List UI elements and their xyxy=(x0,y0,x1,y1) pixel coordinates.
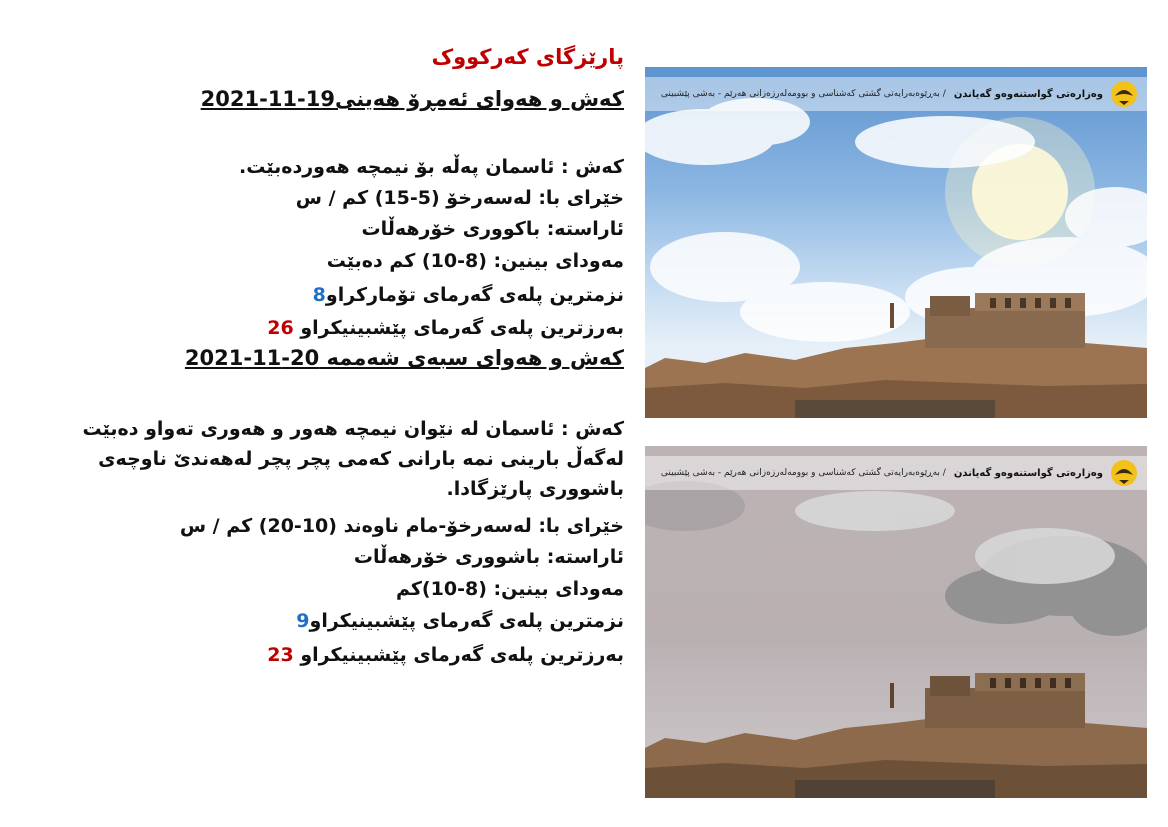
tomorrow-direction: ئاراستە: باشووری خۆرهەڵات xyxy=(353,546,624,568)
kurdistan-emblem-icon xyxy=(1109,79,1139,109)
today-min-label: نزمترین پلەی گەرمای تۆمارکراو xyxy=(325,284,624,306)
ministry-banner-2 xyxy=(645,456,1147,490)
today-max-value: 26 xyxy=(267,317,294,339)
page-title: پارێزگای کەرکووک xyxy=(431,45,624,69)
kurdistan-emblem-icon xyxy=(1109,458,1139,488)
tomorrow-max-label: بەرزترین پلەی گەرمای پێشبینیکراو xyxy=(300,644,624,666)
ministry-banner xyxy=(645,77,1147,111)
today-max-label: بەرزترین پلەی گەرمای پێشبینیکراو xyxy=(300,317,624,339)
kirkuk-citadel-illustration xyxy=(645,288,1147,418)
tomorrow-weather-image xyxy=(645,446,1147,798)
today-weather-image xyxy=(645,67,1147,418)
today-condition: کەش : ئاسمان پەڵە بۆ نیمچە هەوردەبێت. xyxy=(239,156,624,178)
today-heading: کەش و هەوای ئەمڕۆ هەینی19-11-2021 xyxy=(200,87,624,111)
tomorrow-max-temp xyxy=(267,640,624,670)
tomorrow-visibility: مەودای بینین: (8-10)کم xyxy=(395,578,624,600)
department-name: / بەڕێوەبەرایەتی گشتی کەشناسی و بوومەلەرزەزانی هەرێم - بەشی پێشبینی xyxy=(660,89,946,99)
tomorrow-max-value: 23 xyxy=(267,644,294,666)
tomorrow-min-label: نزمترین پلەی گەرمای پێشبینیکراو xyxy=(309,610,624,632)
today-min-value: 8 xyxy=(312,284,326,306)
department-name-2: / بەڕێوەبەرایەتی گشتی کەشناسی و بوومەلەرزەزانی هەرێم - بەشی پێشبینی xyxy=(660,468,946,478)
tomorrow-condition: کەش : ئاسمان لە نێوان نیمچە هەور و هەوری تەواو دەبێت لەگەڵ بارینی نمە بارانی کەمی پچر پچر لەهەندێ ناوچەی باشووری پارێزگادا. xyxy=(82,418,624,500)
tomorrow-min-value: 9 xyxy=(296,610,310,632)
tomorrow-min-temp xyxy=(296,606,624,636)
ministry-name-2: وەزارەتی گواستنەوەو گەیاندن xyxy=(953,467,1103,479)
kirkuk-citadel-illustration-2 xyxy=(645,668,1147,798)
ministry-name: وەزارەتی گواستنەوەو گەیاندن xyxy=(953,88,1103,100)
today-min-temp xyxy=(313,280,624,310)
tomorrow-wind: خێرای با: لەسەرخۆ-مام ناوەند (10-20) کم / س xyxy=(179,515,624,537)
today-visibility: مەودای بینین: (8-10) کم دەبێت xyxy=(326,250,624,272)
today-direction: ئاراستە: باکووری خۆرهەڵات xyxy=(361,218,624,240)
today-wind: خێرای با: لەسەرخۆ (5-15) کم / س xyxy=(295,187,624,209)
today-max-temp xyxy=(267,313,624,343)
tomorrow-heading: کەش و هەوای سبەی شەممە 20-11-2021 xyxy=(184,346,624,370)
